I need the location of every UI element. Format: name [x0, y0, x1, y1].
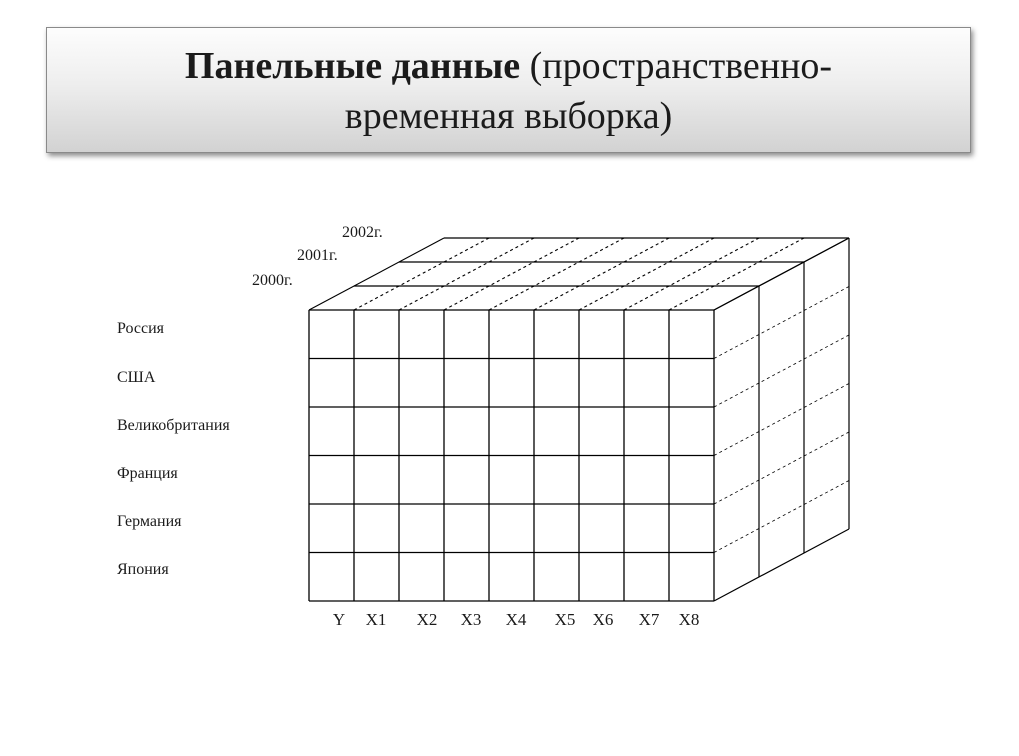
data-cube [309, 238, 849, 601]
right-diagonal-line [714, 384, 849, 456]
top-diagonal-line [579, 238, 714, 310]
variable-labels [333, 610, 700, 629]
title-bold-part: Панельные данные [184, 45, 521, 87]
top-diagonal-line [444, 238, 579, 310]
country-label: США [117, 369, 156, 386]
title-normal-part-1: (пространственно- [520, 45, 833, 87]
country-labels [117, 320, 230, 578]
top-diagonal-line [399, 238, 534, 310]
variable-label: X6 [592, 610, 614, 629]
right-diagonal-line [714, 529, 849, 601]
variable-label: X3 [460, 610, 482, 629]
variable-label: Y [332, 610, 346, 629]
top-diagonal-line [669, 238, 804, 310]
top-diagonal-line [354, 238, 489, 310]
title-normal-part-2: временная выборка) [344, 95, 673, 137]
year-label-2002: 2002г. [342, 224, 383, 241]
country-label: Германия [117, 513, 182, 530]
variable-label: X1 [365, 610, 387, 629]
right-diagonal-line [714, 287, 849, 359]
top-diagonal-line [624, 238, 759, 310]
country-label: Россия [117, 320, 165, 337]
right-diagonal-line [714, 432, 849, 504]
country-label: Франция [117, 465, 178, 482]
year-label-2001: 2001г. [297, 247, 338, 264]
year-label-2000: 2000г. [252, 272, 293, 289]
variable-label: X2 [416, 610, 438, 629]
variable-label: X4 [505, 610, 527, 629]
top-diagonal-line [489, 238, 624, 310]
variable-label: X5 [554, 610, 576, 629]
variable-label: X7 [638, 610, 660, 629]
right-diagonal-line [714, 481, 849, 553]
country-label: Великобритания [117, 417, 230, 434]
top-diagonal-line [534, 238, 669, 310]
variable-label: X8 [678, 610, 700, 629]
right-diagonal-line [714, 335, 849, 407]
right-diagonal-line [714, 238, 849, 310]
country-label: Япония [117, 561, 169, 578]
